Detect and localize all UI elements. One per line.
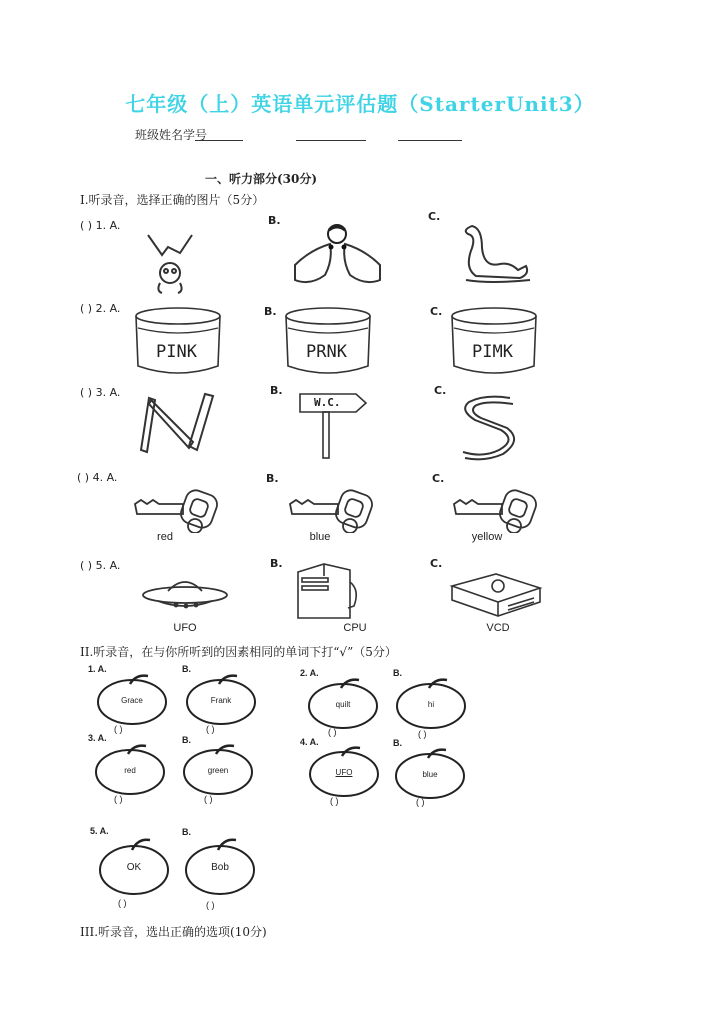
section-heading: 一、听力部分(30分) [205, 172, 318, 186]
answer-paren[interactable]: ( ) [206, 724, 215, 734]
group-1-a-label: 1. A. [88, 664, 107, 674]
apple-red-word: red [124, 766, 136, 775]
question-2-option-b: B. [264, 305, 277, 318]
student-info-label: 班级姓名学号 [135, 128, 208, 142]
question-2-option-c: C. [430, 305, 443, 318]
apple-hi [393, 676, 473, 730]
apple-red [92, 742, 172, 796]
question-3-option-b: B. [270, 384, 283, 397]
apple-ok-word: OK [126, 862, 142, 873]
monkey-icon [140, 225, 200, 295]
question-3-number: ( ) 3. A. [80, 386, 121, 399]
question-1-option-c: C. [428, 210, 441, 223]
apple-bob-word: Bob [211, 862, 229, 873]
question-5-number: ( ) 5. A. [80, 559, 121, 572]
cpu-caption: CPU [343, 622, 367, 634]
answer-paren[interactable]: ( ) [330, 796, 339, 806]
letter-s-icon [455, 392, 525, 462]
apple-blue-word: blue [422, 770, 438, 779]
answer-paren[interactable]: ( ) [114, 794, 123, 804]
pink-tin-a [134, 306, 222, 378]
group-1-b-label: B. [182, 664, 191, 674]
answer-paren[interactable]: ( ) [206, 900, 215, 910]
apple-green [180, 742, 260, 796]
pink-tin-b [284, 306, 372, 378]
apple-green-word: green [207, 766, 229, 775]
question-5-option-c: C. [430, 557, 443, 570]
apple-frank-word: Frank [210, 696, 232, 705]
apple-frank [183, 672, 263, 726]
part3-instruction: III.听录音，选出正确的选项(10分) [80, 925, 267, 939]
letter-n-icon [135, 390, 220, 455]
part2-instruction: II.听录音，在与你所听到的因素相同的单词下打“√”（5分） [80, 645, 397, 659]
group-4-b-label: B. [393, 738, 402, 748]
question-1-number: ( ) 1. A. [80, 219, 121, 232]
question-2-number: ( ) 2. A. [80, 302, 121, 315]
question-4-option-b: B. [266, 472, 279, 485]
tin-a-label: PINK [156, 342, 197, 362]
pink-tin-c [450, 306, 538, 378]
question-3-option-c: C. [434, 384, 447, 397]
group-5-a-label: 5. A. [90, 826, 109, 836]
key-icon [452, 488, 542, 533]
name-blank-1[interactable] [195, 140, 243, 141]
key-b-caption: blue [309, 531, 331, 543]
apple-ufo-word: UFO [335, 768, 353, 777]
answer-paren[interactable]: ( ) [204, 794, 213, 804]
answer-paren[interactable]: ( ) [328, 727, 337, 737]
answer-paren[interactable]: ( ) [114, 724, 123, 734]
vcd-caption: VCD [486, 622, 510, 634]
group-3-b-label: B. [182, 735, 191, 745]
name-blank-2[interactable] [296, 140, 366, 141]
swan-icon [460, 218, 535, 288]
name-blank-3[interactable] [398, 140, 462, 141]
part1-instruction: I.听录音，选择正确的图片（5分） [80, 193, 265, 207]
ufo-icon [140, 573, 230, 615]
apple-bob [182, 836, 262, 896]
wc-sign-label: W.C. [314, 396, 341, 409]
apple-ufo [306, 744, 386, 798]
key-icon [133, 488, 223, 533]
tin-c-label: PIMK [472, 342, 513, 362]
group-2-a-label: 2. A. [300, 668, 319, 678]
answer-paren[interactable]: ( ) [416, 797, 425, 807]
key-a-caption: red [157, 531, 173, 543]
answer-paren[interactable]: ( ) [118, 898, 127, 908]
tin-b-label: PRNK [306, 342, 347, 362]
apple-hi-word: hi [427, 700, 435, 709]
seals-ball-icon [285, 220, 390, 290]
question-4-option-c: C. [432, 472, 445, 485]
wc-sign [296, 390, 371, 462]
apple-blue [392, 746, 472, 800]
apple-grace [94, 672, 174, 726]
apple-quilt [305, 676, 385, 730]
question-1-option-b: B. [268, 214, 281, 227]
group-3-a-label: 3. A. [88, 733, 107, 743]
group-2-b-label: B. [393, 668, 402, 678]
group-4-a-label: 4. A. [300, 737, 319, 747]
question-5-option-b: B. [270, 557, 283, 570]
apple-quilt-word: quilt [335, 700, 351, 709]
key-c-caption: yellow [471, 531, 503, 543]
computer-tower-icon [294, 562, 364, 622]
vcd-player-icon [448, 570, 544, 620]
page-title: 七年级（上）英语单元评估题（StarterUnit3） [125, 92, 595, 116]
group-5-b-label: B. [182, 827, 191, 837]
apple-ok [96, 836, 176, 896]
apple-grace-word: Grace [121, 696, 143, 705]
question-4-number: ( ) 4. A. [77, 471, 118, 484]
key-icon [288, 488, 378, 533]
ufo-caption: UFO [173, 622, 197, 634]
answer-paren[interactable]: ( ) [418, 729, 427, 739]
